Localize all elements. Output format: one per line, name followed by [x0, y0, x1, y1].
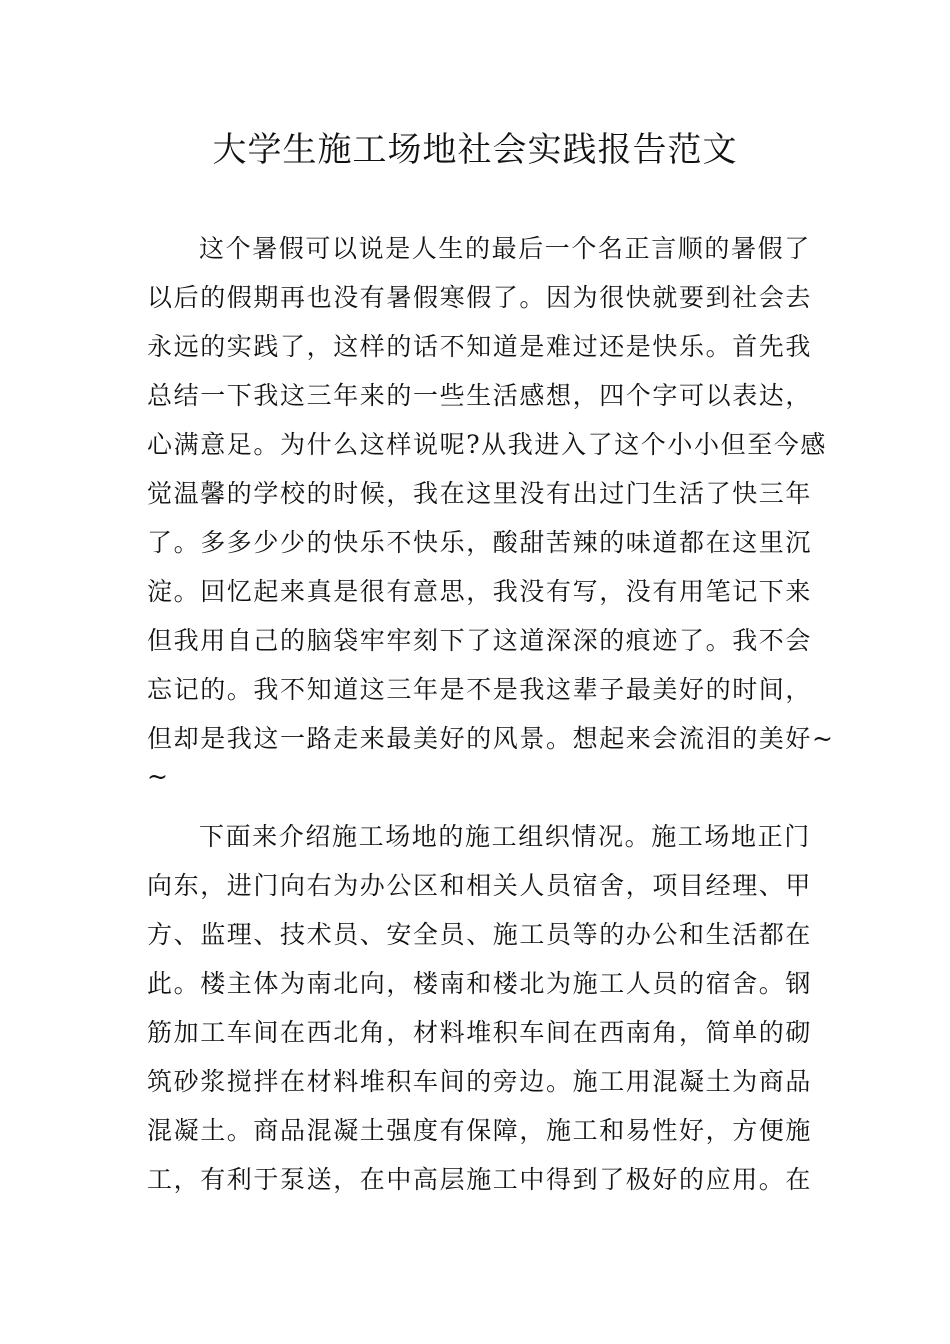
paragraph-line: 向东，进门向右为办公区和相关人员宿舍，项目经理、甲 — [147, 871, 813, 900]
paragraph-1 — [147, 224, 835, 791]
paragraph-line: 工，有利于泵送，在中高层施工中得到了极好的应用。在 — [147, 1165, 813, 1194]
paragraph-line: 永远的实践了，这样的话不知道是难过还是快乐。首先我 — [147, 332, 813, 361]
paragraph-line: 忘记的。我不知道这三年是不是我这辈子最美好的时间， — [147, 675, 813, 704]
paragraph-line: 此。楼主体为南北向，楼南和楼北为施工人员的宿舍。钢 — [147, 969, 813, 998]
paragraph-line: 筋加工车间在西北角，材料堆积车间在西南角，简单的砌 — [147, 1018, 813, 1047]
document-title: 大学生施工场地社会实践报告范文 — [212, 130, 738, 170]
paragraph-line: 总结一下我这三年来的一些生活感想，四个字可以表达， — [147, 381, 813, 410]
paragraph-2 — [147, 812, 813, 1204]
paragraph-line: 筑砂浆搅拌在材料堆积车间的旁边。施工用混凝土为商品 — [147, 1067, 813, 1096]
paragraph-line: 但我用自己的脑袋牢牢刻下了这道深深的痕迹了。我不会 — [147, 626, 813, 655]
paragraph-line: 了。多多少少的快乐不快乐，酸甜苦辣的味道都在这里沉 — [147, 528, 813, 557]
paragraph-line: 混凝土。商品混凝土强度有保障，施工和易性好，方便施 — [147, 1116, 813, 1145]
document-body — [147, 224, 835, 1204]
paragraph-line: 方、监理、技术员、安全员、施工员等的办公和生活都在 — [147, 920, 813, 949]
paragraph-line: 以后的假期再也没有暑假寒假了。因为很快就要到社会去 — [147, 283, 813, 312]
paragraph-line: 下面来介绍施工场地的施工组织情况。施工场地正门 — [199, 822, 811, 851]
paragraph-line: 但却是我这一路走来最美好的风景。想起来会流泪的美好~ — [147, 724, 835, 753]
paragraph-line: 这个暑假可以说是人生的最后一个名正言顺的暑假了 — [199, 234, 811, 263]
paragraph-line: ~ — [147, 762, 170, 791]
paragraph-line: 淀。回忆起来真是很有意思，我没有写，没有用笔记下来 — [147, 577, 813, 606]
paragraph-line: 心满意足。为什么这样说呢?从我进入了这个小小但至今感 — [147, 430, 828, 459]
paragraph-line: 觉温馨的学校的时候，我在这里没有出过门生活了快三年 — [147, 479, 813, 508]
paragraph-spacer — [147, 791, 805, 812]
